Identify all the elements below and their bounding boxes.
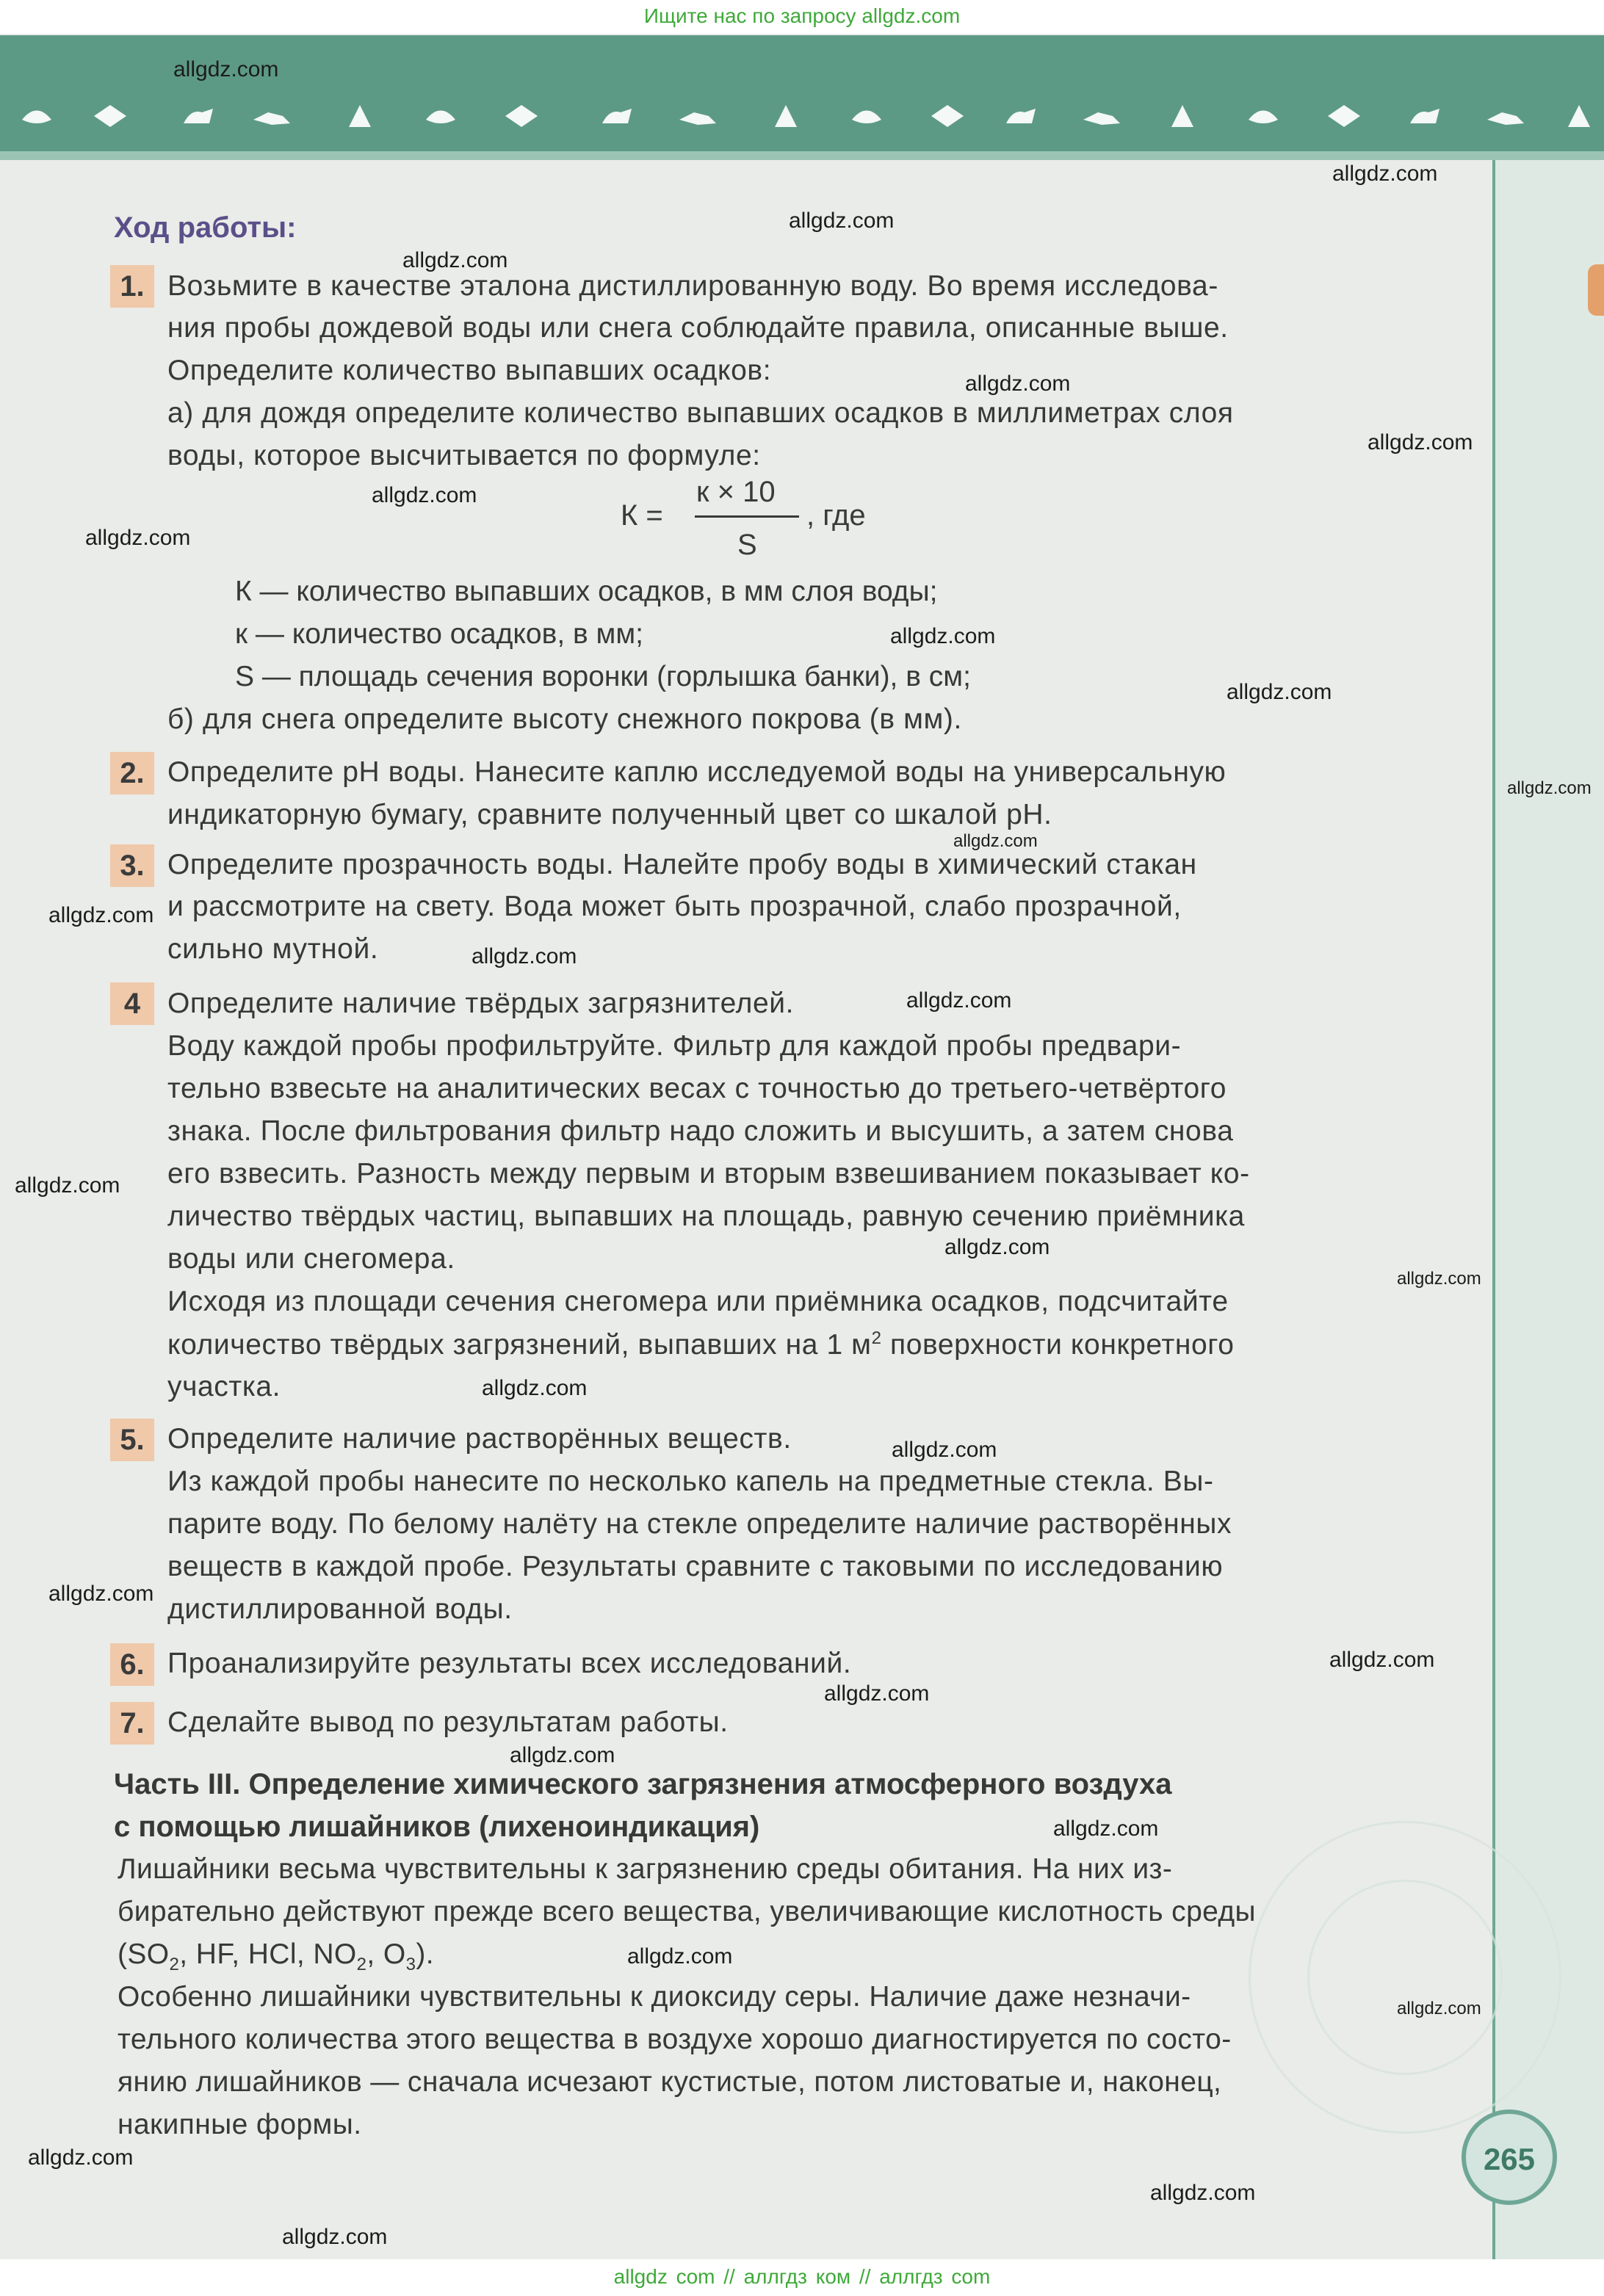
watermark: allgdz.com <box>1150 2181 1256 2205</box>
watermark: allgdz.com <box>627 1944 733 1969</box>
animal-icon <box>499 94 543 138</box>
step-number: 4 <box>110 982 154 1025</box>
step-text: знака. После фильтрования фильтр надо сложить и высушить, а затем снова <box>167 1115 1234 1147</box>
animal-icon <box>764 94 808 138</box>
formula-suffix: , где <box>806 499 866 532</box>
animal-icon <box>1241 94 1285 138</box>
animal-icon <box>1484 94 1528 138</box>
animal-icon <box>250 94 294 138</box>
step-text: Определите наличие растворённых веществ. <box>167 1423 792 1455</box>
paragraph-line: тельного количества этого вещества в воздухе хорошо диагностируется по состо- <box>118 2024 1232 2055</box>
watermark: allgdz.com <box>48 903 154 927</box>
animal-icon <box>15 94 59 138</box>
step-text: парите воду. По белому налёту на стекле определите наличие растворённых <box>167 1508 1232 1540</box>
step-text: Определите прозрачность воды. Налейте пробу воды в химический стакан <box>167 849 1197 880</box>
step-text: воды или снегомера. <box>167 1243 455 1275</box>
bottom-banner <box>0 2259 1604 2296</box>
watermark: allgdz.com <box>1227 680 1332 704</box>
definition: к — количество осадков, в мм; <box>235 618 644 650</box>
paragraph-line: янию лишайников — сначала исчезают кустистые, потом листоватые и, наконец, <box>118 2066 1222 2098</box>
animal-icon <box>1557 94 1601 138</box>
animal-icon <box>338 94 382 138</box>
page-number: 265 <box>1483 2142 1536 2176</box>
animal-icon <box>88 94 132 138</box>
step-number: 2. <box>110 752 154 794</box>
watermark: allgdz.com <box>965 372 1071 396</box>
part-title: Часть III. Определение химического загрязнения атмосферного воздуха <box>114 1768 1172 1800</box>
bottom-site-links[interactable]: allgdz com // аллгдз ком // аллгдз com <box>613 2265 991 2288</box>
step-text: Из каждой пробы нанесите по несколько капель на предметные стекла. Вы- <box>167 1466 1214 1497</box>
watermark: allgdz.com <box>48 1582 154 1606</box>
step-text: Определите наличие твёрдых загрязнителей. <box>167 988 795 1019</box>
step-text: и рассмотрите на свету. Вода может быть прозрачной, слабо прозрачной, <box>167 891 1182 922</box>
step-text: Определите pH воды. Нанесите каплю исследуемой воды на универсальную <box>167 756 1227 788</box>
animal-icon <box>999 94 1043 138</box>
formula-sub: 3 <box>405 1954 416 1974</box>
step-text: веществ в каждой пробе. Результаты сравните с таковыми по исследованию <box>167 1551 1224 1582</box>
definition: К — количество выпавших осадков, в мм слоя воды; <box>235 576 938 607</box>
animal-icon <box>925 94 969 138</box>
watermark: allgdz.com <box>1507 778 1592 798</box>
watermark: allgdz.com <box>1397 1999 1481 2018</box>
page-tab <box>1588 264 1604 316</box>
watermark: allgdz.com <box>824 1681 930 1706</box>
header-stripe <box>0 151 1604 160</box>
step-number: 6. <box>110 1643 154 1686</box>
watermark: allgdz.com <box>472 944 577 968</box>
step-text: тельно взвесьте на аналитических весах с точностью до третьего-четвёртого <box>167 1073 1227 1104</box>
chemical-formulas <box>118 1938 434 1975</box>
watermark: allgdz.com <box>906 988 1012 1013</box>
definition: S — площадь сечения воронки (горлышка банки), в см; <box>235 661 971 692</box>
animal-silhouettes <box>0 94 1604 145</box>
watermark: allgdz.com <box>482 1376 588 1400</box>
snow-instruction: б) для снега определите высоту снежного покрова (в мм). <box>167 703 962 735</box>
step-text: Возьмите в качестве эталона дистиллированную воду. Во время исследова- <box>167 270 1218 302</box>
animal-icon <box>845 94 889 138</box>
watermark: allgdz.com <box>944 1235 1050 1259</box>
step-text: Проанализируйте результаты всех исследований. <box>167 1648 852 1679</box>
watermark: allgdz.com <box>1332 162 1438 186</box>
step-text: его взвесить. Разность между первым и вторым взвешиванием показывает ко- <box>167 1158 1250 1189</box>
step-text: Сделайте вывод по результатам работы. <box>167 1706 729 1738</box>
step-text: ния пробы дождевой воды или снега соблюдайте правила, описанные выше. <box>167 312 1229 344</box>
watermark: allgdz.com <box>282 2225 388 2249</box>
watermark: allgdz.com <box>1053 1817 1159 1841</box>
step-number: 5. <box>110 1419 154 1461</box>
step-text: воды, которое высчитывается по формуле: <box>167 440 761 471</box>
watermark: allgdz.com <box>510 1743 615 1767</box>
step-text: количество твёрдых загрязнений, выпавших на 1 м <box>167 1329 872 1361</box>
top-banner <box>0 0 1604 34</box>
watermark: allgdz.com <box>173 57 279 82</box>
paragraph-line: накипные формы. <box>118 2109 362 2140</box>
step-text: участка. <box>167 1371 281 1402</box>
animal-icon <box>1080 94 1124 138</box>
formula-part: ). <box>416 1938 435 1970</box>
animal-icon <box>1403 94 1447 138</box>
watermark: allgdz.com <box>28 2145 134 2170</box>
formula-part: , O <box>366 1938 406 1970</box>
animal-icon <box>419 94 463 138</box>
step-text: Определите количество выпавших осадков: <box>167 355 772 386</box>
step-number: 1. <box>110 265 154 308</box>
step-text: Исходя из площади сечения снегомера или приёмника осадков, подсчитайте <box>167 1286 1229 1317</box>
animal-icon <box>676 94 720 138</box>
formula-denominator: S <box>737 529 757 561</box>
watermark: allgdz.com <box>15 1173 120 1198</box>
animal-icon <box>595 94 639 138</box>
section-title: Ход работы: <box>114 211 297 244</box>
watermark: allgdz.com <box>890 624 996 648</box>
watermark: allgdz.com <box>402 248 508 272</box>
paragraph-line: Особенно лишайники чувствительны к диоксиду серы. Наличие даже незначи- <box>118 1981 1191 2013</box>
fraction-bar <box>695 515 799 518</box>
area-superscript: 2 <box>871 1328 882 1348</box>
formula-sub: 2 <box>356 1954 367 1974</box>
watermark: allgdz.com <box>789 209 895 233</box>
animal-icon <box>1160 94 1204 138</box>
paragraph-line: Лишайники весьма чувствительны к загрязнению среды обитания. На них из- <box>118 1853 1173 1885</box>
animal-icon <box>176 94 220 138</box>
formula-numerator: к × 10 <box>696 476 776 508</box>
step-number: 7. <box>110 1702 154 1745</box>
formula-lhs: К = <box>621 499 663 532</box>
animal-icon <box>1322 94 1366 138</box>
step-text: Воду каждой пробы профильтруйте. Фильтр для каждой пробы предвари- <box>167 1030 1182 1062</box>
step-text: дистиллированной воды. <box>167 1593 513 1625</box>
watermark: allgdz.com <box>1368 430 1473 455</box>
top-search-link[interactable]: Ищите нас по запросу allgdz.com <box>643 4 961 27</box>
step-text: индикаторную бумагу, сравните полученный цвет со шкалой pH. <box>167 799 1052 830</box>
watermark: allgdz.com <box>892 1438 997 1462</box>
step-text: сильно мутной. <box>167 933 379 965</box>
watermark: allgdz.com <box>1329 1648 1435 1672</box>
step-number: 3. <box>110 844 154 887</box>
watermark: allgdz.com <box>85 526 191 550</box>
step-text-area <box>167 1328 1235 1361</box>
paragraph-line: бирательно действуют прежде всего вещества, увеличивающие кислотность среды <box>118 1896 1256 1927</box>
formula-sub: 2 <box>169 1954 180 1974</box>
part-title: с помощью лишайников (лихеноиндикация) <box>114 1811 760 1843</box>
decor-wheel-inner <box>1307 1880 1503 2075</box>
step-text: личество твёрдых частиц, выпавших на площадь, равную сечению приёмника <box>167 1200 1245 1232</box>
step-text-tail: поверхности конкретного <box>881 1329 1235 1361</box>
watermark: allgdz.com <box>1397 1269 1481 1289</box>
watermark: allgdz.com <box>953 831 1038 851</box>
formula-part: (SO <box>118 1938 170 1970</box>
step-text: а) для дождя определите количество выпавших осадков в миллиметрах слоя <box>167 397 1234 429</box>
watermark: allgdz.com <box>372 483 477 507</box>
formula-part: , HF, HCl, NO <box>179 1938 357 1970</box>
page-number-badge <box>1462 2110 1557 2205</box>
